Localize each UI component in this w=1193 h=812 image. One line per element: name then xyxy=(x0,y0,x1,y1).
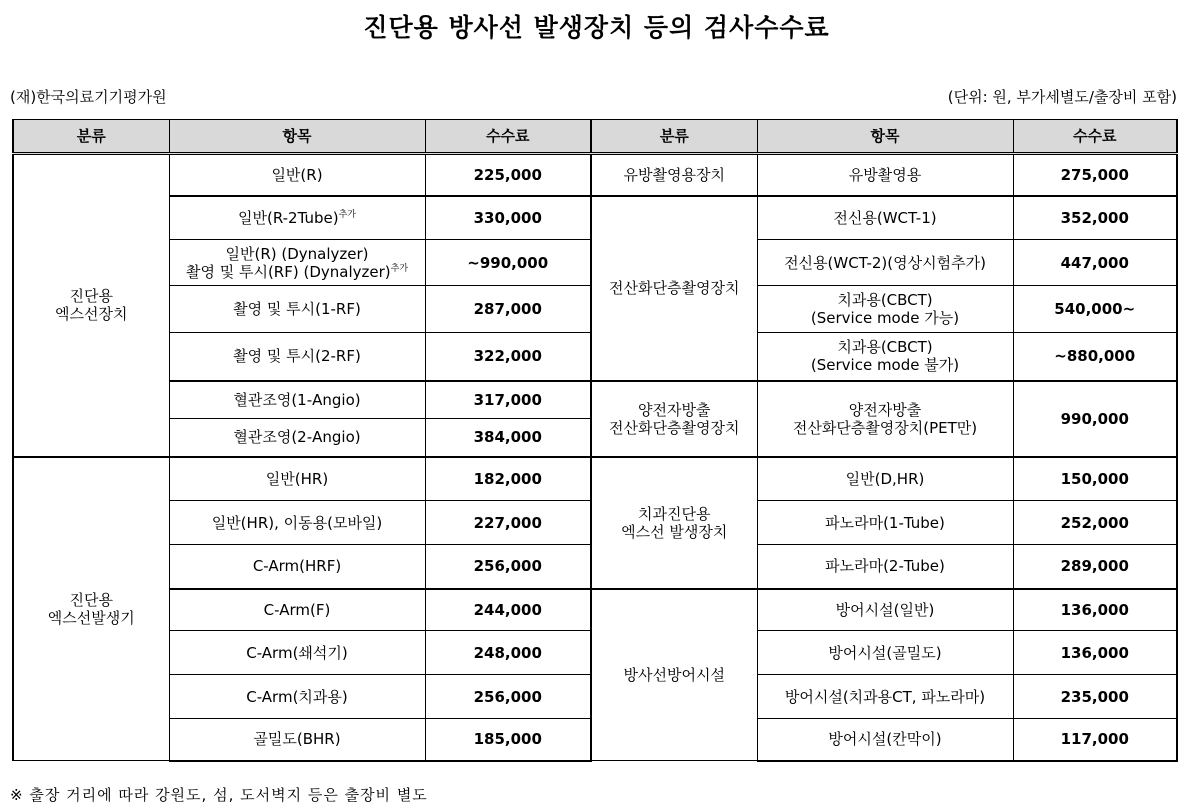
item-text: 일반(R) (Dynalyzer) xyxy=(225,244,369,263)
item-cell xyxy=(169,240,425,286)
item-cell: 전신용(WCT-2)(영상시험추가) xyxy=(757,240,1013,286)
category-cell: 진단용 엑스선발생기 xyxy=(13,457,169,761)
item-cell: 일반(R) xyxy=(169,154,425,196)
header-item: 항목 xyxy=(757,120,1013,154)
fee-cell: 322,000 xyxy=(425,333,591,381)
item-superscript: 추가 xyxy=(338,209,356,220)
fee-cell: 317,000 xyxy=(425,381,591,419)
header-item: 항목 xyxy=(169,120,425,154)
fee-cell: 275,000 xyxy=(1013,154,1177,196)
fee-cell: 150,000 xyxy=(1013,457,1177,501)
table-row xyxy=(13,196,1177,240)
fee-cell: 289,000 xyxy=(1013,545,1177,589)
item-superscript: 추가 xyxy=(390,263,409,274)
item-text: 일반(R-2Tube) xyxy=(238,208,339,227)
item-cell: 유방촬영용 xyxy=(757,154,1013,196)
category-cell: 치과진단용 엑스선 발생장치 xyxy=(591,457,757,589)
item-cell: 혈관조영(2-Angio) xyxy=(169,419,425,457)
fee-cell: 182,000 xyxy=(425,457,591,501)
fee-table xyxy=(12,119,1178,762)
fee-cell: 185,000 xyxy=(425,719,591,761)
page-title: 진단용 방사선 발생장치 등의 검사수수료 xyxy=(363,13,830,42)
item-cell: 일반(HR), 이동용(모바일) xyxy=(169,501,425,545)
fee-cell: ~990,000 xyxy=(425,240,591,286)
item-text: 촬영 및 투시(RF) (Dynalyzer) xyxy=(185,262,391,281)
table-row xyxy=(13,457,1177,501)
item-cell: 방어시설(칸막이) xyxy=(757,719,1013,761)
fee-cell: 235,000 xyxy=(1013,675,1177,719)
item-cell: 촬영 및 투시(2-RF) xyxy=(169,333,425,381)
header-fee: 수수료 xyxy=(1013,120,1177,154)
category-cell: 전산화단층촬영장치 xyxy=(591,196,757,381)
header-fee: 수수료 xyxy=(425,120,591,154)
item-cell: C-Arm(F) xyxy=(169,589,425,631)
item-cell: 일반(D,HR) xyxy=(757,457,1013,501)
category-cell: 진단용 엑스선장치 xyxy=(13,154,169,457)
item-cell: 양전자방출 전산화단층촬영장치(PET만) xyxy=(757,381,1013,457)
item-cell: 전신용(WCT-1) xyxy=(757,196,1013,240)
fee-cell: 248,000 xyxy=(425,631,591,675)
fee-cell: 990,000 xyxy=(1013,381,1177,457)
fee-cell: 136,000 xyxy=(1013,589,1177,631)
item-cell: C-Arm(쇄석기) xyxy=(169,631,425,675)
fee-cell: 287,000 xyxy=(425,286,591,333)
table-row xyxy=(13,154,1177,196)
fee-cell: 447,000 xyxy=(1013,240,1177,286)
item-cell xyxy=(169,196,425,240)
fee-cell: 252,000 xyxy=(1013,501,1177,545)
item-cell: 방어시설(일반) xyxy=(757,589,1013,631)
fee-cell: 330,000 xyxy=(425,196,591,240)
table-row xyxy=(13,381,1177,419)
item-cell: 골밀도(BHR) xyxy=(169,719,425,761)
fee-cell: ~880,000 xyxy=(1013,333,1177,381)
item-cell: 파노라마(2-Tube) xyxy=(757,545,1013,589)
item-cell: 촬영 및 투시(1-RF) xyxy=(169,286,425,333)
fee-cell: 117,000 xyxy=(1013,719,1177,761)
fee-cell: 352,000 xyxy=(1013,196,1177,240)
item-cell: 치과용(CBCT) (Service mode 가능) xyxy=(757,286,1013,333)
item-cell: C-Arm(치과용) xyxy=(169,675,425,719)
fee-cell: 256,000 xyxy=(425,675,591,719)
item-cell: 혈관조영(1-Angio) xyxy=(169,381,425,419)
item-cell: C-Arm(HRF) xyxy=(169,545,425,589)
item-cell: 치과용(CBCT) (Service mode 불가) xyxy=(757,333,1013,381)
unit-label: (단위: 원, 부가세별도/출장비 포함) xyxy=(947,88,1177,106)
fee-cell: 384,000 xyxy=(425,419,591,457)
item-cell: 방어시설(치과용CT, 파노라마) xyxy=(757,675,1013,719)
fee-cell: 136,000 xyxy=(1013,631,1177,675)
header-category: 분류 xyxy=(13,120,169,154)
table-header-row xyxy=(13,120,1177,154)
table-row xyxy=(13,589,1177,631)
header-category: 분류 xyxy=(591,120,757,154)
organization-label: (재)한국의료기기평가원 xyxy=(10,88,167,106)
item-cell: 방어시설(골밀도) xyxy=(757,631,1013,675)
category-cell: 방사선방어시설 xyxy=(591,589,757,761)
fee-cell: 225,000 xyxy=(425,154,591,196)
item-cell: 파노라마(1-Tube) xyxy=(757,501,1013,545)
fee-cell: 227,000 xyxy=(425,501,591,545)
fee-cell: 540,000~ xyxy=(1013,286,1177,333)
item-cell: 일반(HR) xyxy=(169,457,425,501)
category-cell: 유방촬영용장치 xyxy=(591,154,757,196)
category-cell: 양전자방출 전산화단층촬영장치 xyxy=(591,381,757,457)
fee-cell: 256,000 xyxy=(425,545,591,589)
footnote: ※ 출장 거리에 따라 강원도, 섬, 도서벽지 등은 출장비 별도 xyxy=(10,786,428,804)
fee-cell: 244,000 xyxy=(425,589,591,631)
